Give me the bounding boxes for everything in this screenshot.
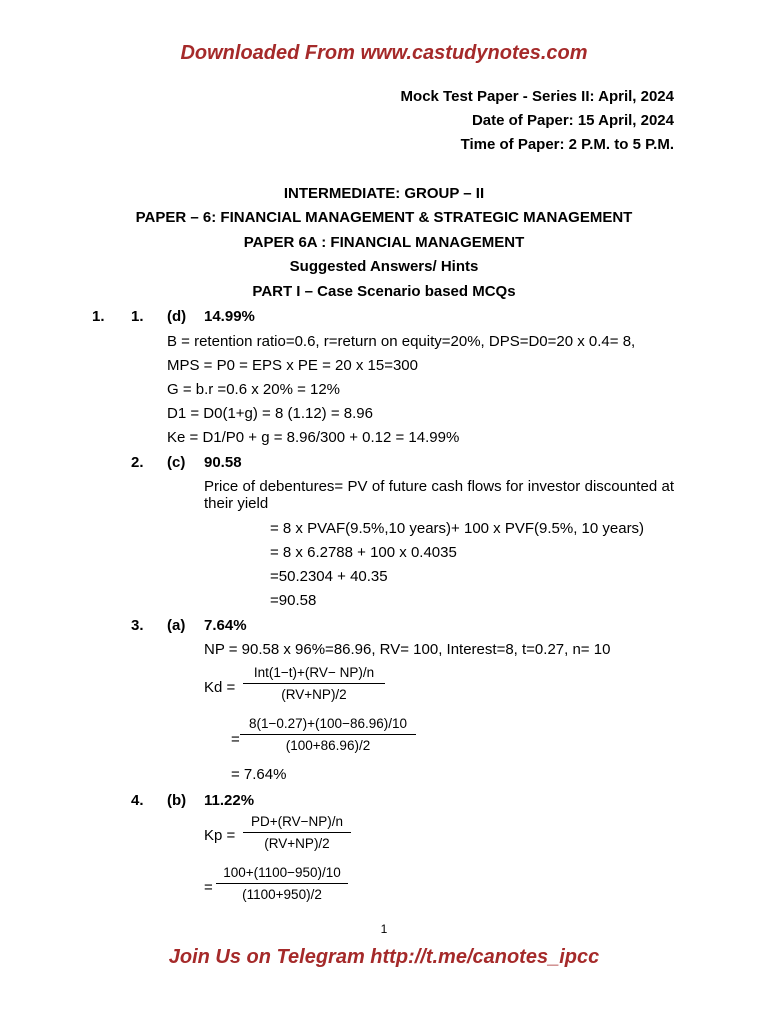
kd-substituted-denominator: (100+86.96)/2	[285, 738, 371, 753]
answer-3-option: (a)	[167, 617, 186, 634]
paper-6a-title: PAPER 6A : FINANCIAL MANAGEMENT	[243, 234, 525, 251]
fraction-bar	[243, 832, 351, 833]
answer-2-value: 90.58	[204, 454, 242, 471]
suggested-answers-title: Suggested Answers/ Hints	[289, 258, 479, 275]
answer-1-line: MPS = P0 = EPS x PE = 20 x 15=300	[167, 357, 418, 374]
answer-3-given: NP = 90.58 x 96%=86.96, RV= 100, Interest=8, t=0.27, n= 10	[204, 641, 611, 658]
kp-label: Kp =	[204, 827, 236, 844]
answer-1-line: G = b.r =0.6 x 20% = 12%	[167, 381, 341, 398]
kp-substituted-denominator: (1100+950)/2	[242, 887, 322, 902]
fraction-bar	[216, 883, 348, 884]
paper-date: Date of Paper: 15 April, 2024	[471, 112, 674, 129]
kp-formula-denominator: (RV+NP)/2	[264, 836, 330, 851]
answer-1-line: Ke = D1/P0 + g = 8.96/300 + 0.12 = 14.99%	[167, 429, 460, 446]
answer-2-option: (c)	[167, 454, 186, 471]
kp-substituted-formula	[216, 865, 348, 902]
equals-sign: =	[231, 731, 240, 748]
footer-banner: Join Us on Telegram http://t.me/canotes_ipcc	[168, 946, 600, 968]
answer-1-option: (d)	[167, 308, 187, 325]
answer-3-number: 3.	[131, 617, 144, 634]
page-number: 1	[380, 922, 388, 936]
answer-3-value: 7.64%	[204, 617, 247, 634]
answer-2-number: 2.	[131, 454, 144, 471]
question-number: 1.	[92, 308, 105, 325]
kd-formula-denominator: (RV+NP)/2	[281, 687, 347, 702]
kd-substituted-formula	[240, 716, 416, 753]
fraction-bar	[240, 734, 416, 735]
kd-substituted-numerator: 8(1−0.27)+(100−86.96)/10	[249, 716, 407, 731]
kd-label: Kd =	[204, 679, 236, 696]
kd-formula-numerator: Int(1−t)+(RV− NP)/n	[253, 665, 375, 680]
kp-formula-numerator: PD+(RV−NP)/n	[250, 814, 344, 829]
kd-formula	[243, 665, 385, 702]
paper-time: Time of Paper: 2 P.M. to 5 P.M.	[460, 136, 674, 153]
group-title: INTERMEDIATE: GROUP – II	[283, 185, 485, 202]
answer-2-line: =90.58	[270, 592, 317, 609]
answer-4-option: (b)	[167, 792, 187, 809]
answer-1-line: D1 = D0(1+g) = 8 (1.12) = 8.96	[167, 405, 373, 422]
answer-2-line: = 8 x 6.2788 + 100 x 0.4035	[270, 544, 457, 561]
answer-2-line: = 8 x PVAF(9.5%,10 years)+ 100 x PVF(9.5%, 10 years)	[270, 520, 645, 537]
header-banner: Downloaded From www.castudynotes.com	[180, 42, 588, 64]
answer-1-number: 1.	[131, 308, 144, 325]
answer-1-value: 14.99%	[204, 308, 255, 325]
equals-sign: =	[204, 879, 213, 896]
kp-substituted-numerator: 100+(1100−950)/10	[223, 865, 341, 880]
answer-2-line: =50.2304 + 40.35	[270, 568, 388, 585]
answer-4-value: 11.22%	[204, 792, 255, 809]
answer-4-number: 4.	[131, 792, 144, 809]
answer-2-description: Price of debentures= PV of future cash flows for investor discounted at their yield	[204, 478, 674, 512]
paper-series: Mock Test Paper - Series II: April, 2024	[400, 88, 674, 105]
answer-1-line: B = retention ratio=0.6, r=return on equity=20%, DPS=D0=20 x 0.4= 8,	[167, 333, 636, 350]
fraction-bar	[243, 683, 385, 684]
paper-title: PAPER – 6: FINANCIAL MANAGEMENT & STRATEGIC MANAGEMENT	[135, 209, 633, 226]
answer-3-result: = 7.64%	[231, 766, 287, 783]
part-title: PART I – Case Scenario based MCQs	[252, 283, 516, 300]
kp-formula	[243, 814, 351, 851]
